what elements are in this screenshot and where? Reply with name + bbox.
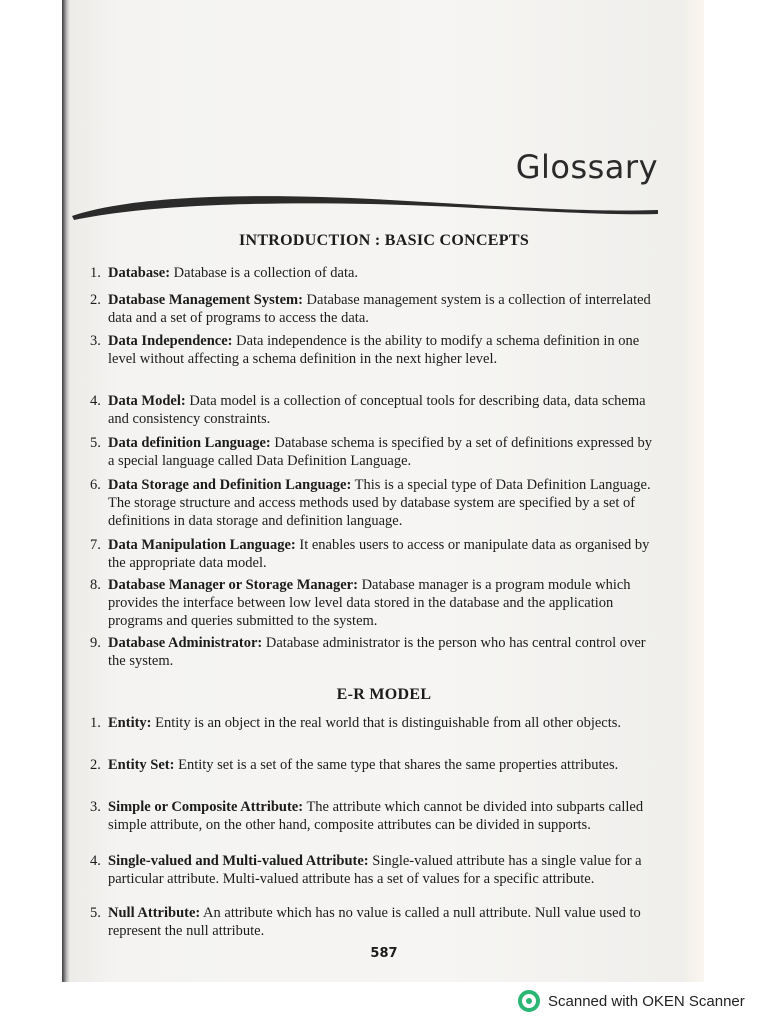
item-term: Data Manipulation Language: — [108, 537, 296, 553]
item-term: Database Management System: — [108, 292, 303, 308]
item-definition: Database management system is a collection of interrelated data and a set of programs to access the data. — [108, 292, 651, 326]
glossary-item — [90, 756, 656, 774]
glossary-item — [90, 798, 656, 834]
item-number: 2. — [90, 757, 101, 773]
glossary-item — [90, 634, 656, 670]
item-definition: Entity is an object in the real world that is distinguishable from all other objects. — [151, 715, 622, 731]
glossary-item — [90, 576, 656, 630]
item-number: 7. — [90, 537, 101, 553]
glossary-item — [90, 904, 656, 940]
section-title-er-model: E-R MODEL — [336, 686, 432, 703]
item-definition: Database schema is specified by a set of definitions expressed by a special language called Data Definition Language. — [108, 435, 653, 469]
item-number: 3. — [90, 799, 101, 815]
glossary-item — [90, 434, 656, 470]
item-term: Data Independence: — [108, 333, 233, 349]
item-term: Database Administrator: — [108, 635, 263, 651]
item-definition: Data model is a collection of conceptual tools for describing data, data schema and consistency constraints. — [108, 393, 646, 427]
item-definition: Database is a collection of data. — [170, 265, 359, 281]
item-term: Data Model: — [108, 393, 186, 409]
glossary-item — [90, 291, 656, 327]
item-number: 2. — [90, 292, 101, 308]
item-number: 5. — [90, 435, 101, 451]
item-term: Entity Set: — [108, 757, 175, 773]
item-term: Simple or Composite Attribute: — [108, 799, 304, 815]
page-edge — [684, 0, 704, 982]
item-number: 1. — [90, 715, 101, 731]
item-term: Null Attribute: — [108, 905, 201, 921]
item-definition: Database administrator is the person who has central control over the system. — [108, 635, 646, 669]
oken-scanner-logo-icon — [518, 990, 540, 1012]
item-number: 9. — [90, 635, 101, 651]
glossary-item — [90, 714, 656, 732]
item-definition: An attribute which has no value is called a null attribute. Null value used to represent the null attribute. — [108, 905, 641, 939]
page-spine-shadow — [62, 0, 70, 982]
item-term: Entity: — [108, 715, 152, 731]
section-title-basic-concepts: INTRODUCTION : BASIC CONCEPTS — [238, 232, 530, 249]
page-number: 587 — [370, 946, 398, 961]
glossary-item — [90, 476, 656, 530]
item-definition: Entity set is a set of the same type that shares the same properties attributes. — [174, 757, 619, 773]
glossary-item — [90, 536, 656, 572]
item-definition: The attribute which cannot be divided into subparts called simple attribute, on the other hand, composite attributes can be divided in supports. — [108, 799, 644, 833]
item-term: Database Manager or Storage Manager: — [108, 577, 358, 593]
heading-swoosh-rule — [70, 186, 660, 222]
item-number: 4. — [90, 393, 101, 409]
glossary-item — [90, 392, 656, 428]
item-number: 8. — [90, 577, 101, 593]
scanner-watermark — [518, 990, 745, 1012]
item-definition: It enables users to access or manipulate data as organised by the appropriate data model. — [108, 537, 650, 571]
item-number: 6. — [90, 477, 101, 493]
item-number: 1. — [90, 265, 101, 281]
item-term: Single-valued and Multi-valued Attribute: — [108, 853, 369, 869]
glossary-item — [90, 852, 656, 888]
item-definition: Database manager is a program module which provides the interface between low level data stored in the database and the application programs and queries submitted to the system. — [108, 577, 631, 629]
page-heading: Glossary — [515, 148, 658, 186]
item-term: Database: — [108, 265, 171, 281]
item-term: Data definition Language: — [108, 435, 271, 451]
item-number: 3. — [90, 333, 101, 349]
item-term: Data Storage and Definition Language: — [108, 477, 352, 493]
scanner-text: Scanned with OKEN Scanner — [548, 992, 745, 1010]
item-number: 4. — [90, 853, 101, 869]
item-definition: Data independence is the ability to modify a schema definition in one level without affecting a schema definition in the next higher level. — [108, 333, 640, 367]
item-definition: Single-valued attribute has a single value for a particular attribute. Multi-valued attribute has a set of values for a specific attribute. — [108, 853, 642, 887]
glossary-item — [90, 332, 656, 368]
item-definition: This is a special type of Data Definition Language. The storage structure and access methods used by database system are specified by a set of definitions in data storage and definition language. — [108, 477, 651, 529]
item-number: 5. — [90, 905, 101, 921]
glossary-item — [90, 264, 656, 282]
